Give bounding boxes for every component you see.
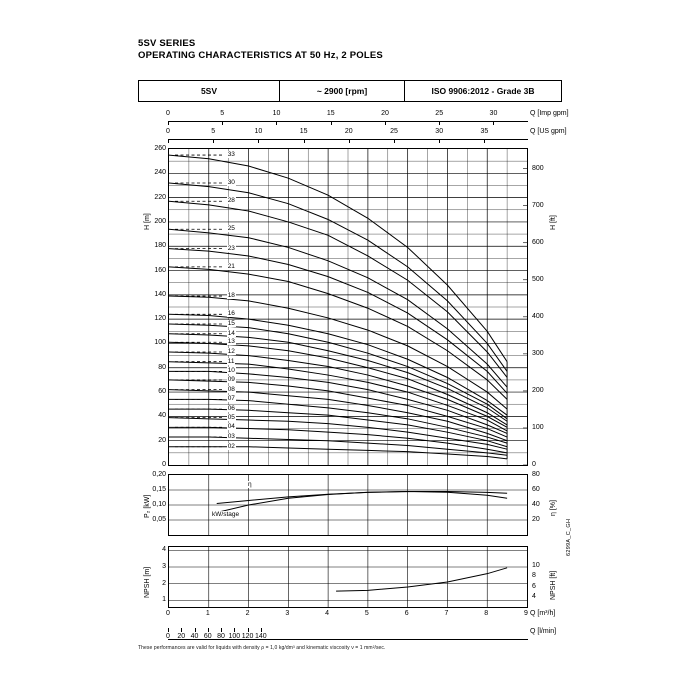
axis-tick-label: 180: [154, 242, 166, 250]
axis-tick: [208, 628, 209, 632]
curve-label: 16: [227, 310, 235, 318]
curve-label: 06: [227, 405, 235, 413]
axis-npsh-m-label: NPSH [m]: [144, 566, 151, 598]
header-speed: ~ 2900 [rpm]: [280, 81, 405, 101]
axis-tick: [258, 139, 259, 143]
axis-tick-label: 15: [299, 128, 308, 135]
axis-npsh-ft-label: NPSH [ft]: [550, 570, 557, 600]
axis-tick-label: 0,20: [152, 471, 166, 478]
curve-label: 33: [227, 151, 235, 159]
title-line-1: 5SV SERIES: [138, 38, 196, 49]
axis-tick-label: 200: [532, 386, 544, 394]
axis-tick-label: 20: [177, 633, 186, 640]
axis-tick-label: 800: [532, 164, 544, 172]
axis-tick-label: 4: [162, 546, 166, 554]
curve-label: 18: [227, 292, 235, 300]
axis-tick-label: 0,15: [152, 486, 166, 493]
axis-tick-label: 5: [364, 610, 369, 617]
axis-tick: [222, 121, 223, 125]
axis-tick: [331, 121, 332, 125]
axis-tick: [213, 139, 214, 143]
axis-tick-label: 140: [154, 290, 166, 298]
axis-tick: [181, 628, 182, 632]
axis-tick-label: 200: [154, 217, 166, 225]
axis-tick-label: 140: [254, 633, 267, 640]
axis-tick-label: 60: [158, 388, 166, 396]
axis-tick-label: 60: [203, 633, 212, 640]
npsh-plot: [162, 546, 540, 608]
curve-label: 10: [227, 367, 235, 375]
curve-label: 15: [227, 320, 235, 327]
axis-tick-label: 8: [532, 572, 536, 580]
axis-tick: [493, 121, 494, 125]
axis-tick: [221, 628, 222, 632]
axis-tick-label: 0,10: [152, 501, 166, 508]
axis-top-imp-gpm: [168, 110, 528, 126]
curve-label: 03: [227, 433, 235, 441]
axis-top-us-label: Q [US gpm]: [530, 128, 567, 135]
header-standard: ISO 9906:2012 - Grade 3B: [431, 86, 535, 96]
axis-tick-label: 20: [532, 516, 540, 523]
axis-head-ft-label: H [ft]: [550, 215, 557, 230]
axis-tick-label: 100: [228, 633, 241, 640]
axis-tick-label: 30: [489, 110, 498, 117]
header-bar: [138, 80, 562, 102]
axis-tick-label: 40: [532, 501, 540, 508]
axis-tick: [439, 139, 440, 143]
axis-tick-label: 8: [484, 610, 489, 617]
axis-tick-label: 0: [166, 633, 170, 640]
axis-tick-label: 80: [158, 363, 166, 371]
axis-tick-label: 10: [254, 128, 263, 135]
axis-tick: [234, 628, 235, 632]
axis-tick-label: 20: [344, 128, 353, 135]
curve-label: 02: [227, 442, 235, 450]
axis-tick-label: 35: [480, 128, 489, 135]
axis-tick-label: 10: [272, 110, 281, 117]
axis-tick-label: 600: [532, 238, 544, 246]
head-flow-plot: [154, 145, 544, 468]
axis-tick-label: 260: [154, 145, 166, 152]
axis-tick-label: 300: [532, 349, 544, 357]
axis-bottom-lmin-label: Q [l/min]: [530, 628, 557, 635]
axis-tick-label: 1: [162, 596, 166, 604]
axis-tick-label: 100: [532, 423, 544, 431]
axis-tick-label: 9: [524, 610, 528, 617]
document-code: 6299A_C_GH: [566, 518, 572, 556]
axis-tick: [304, 139, 305, 143]
curve-label: 23: [227, 244, 235, 252]
curve-label: 07: [227, 395, 235, 403]
axis-power-label: P₂ [kW]: [144, 494, 151, 518]
axis-tick-label: 80: [532, 471, 540, 478]
axis-tick: [276, 121, 277, 125]
power-efficiency-plot: [152, 471, 540, 536]
axis-tick-label: 100: [154, 339, 166, 347]
curve-label: 12: [227, 347, 235, 355]
axis-tick: [394, 139, 395, 143]
axis-tick-label: 40: [190, 633, 199, 640]
axis-tick-label: 7: [444, 610, 449, 617]
curve-label: 30: [227, 179, 235, 187]
axis-tick-label: 0: [166, 610, 170, 617]
axis-tick: [439, 121, 440, 125]
axis-tick-label: 2: [162, 579, 166, 587]
page-title: [138, 38, 383, 62]
axis-tick-label: 240: [154, 169, 166, 177]
axis-top-us-gpm: [168, 128, 528, 144]
axis-tick-label: 10: [532, 562, 540, 570]
axis-tick: [261, 628, 262, 632]
curve-label: 13: [227, 338, 235, 346]
header-model: 5SV: [139, 81, 280, 101]
axis-tick: [168, 628, 169, 632]
axis-tick-label: 20: [381, 110, 389, 117]
axis-tick: [248, 628, 249, 632]
axis-bottom-m3h-label: Q [m³/h]: [530, 610, 556, 617]
curve-label: 04: [227, 423, 235, 431]
axis-tick: [168, 121, 169, 125]
axis-tick-label: 6: [532, 582, 536, 590]
axis-tick-label: 4: [532, 592, 536, 600]
axis-tick-label: 60: [532, 486, 540, 493]
axis-tick-label: 700: [532, 201, 544, 209]
title-line-2: OPERATING CHARACTERISTICS AT 50 Hz, 2 POLES: [138, 50, 383, 61]
axis-head-m-label: H [m]: [144, 213, 151, 230]
axis-tick-label: 25: [435, 110, 444, 117]
axis-tick-label: 40: [158, 412, 166, 420]
axis-tick-label: 0: [166, 110, 170, 117]
axis-tick-label: 1: [205, 610, 210, 617]
axis-tick-label: 15: [326, 110, 335, 117]
axis-tick-label: 120: [241, 633, 254, 640]
axis-tick: [349, 139, 350, 143]
axis-tick: [484, 139, 485, 143]
axis-tick-label: 30: [435, 128, 444, 135]
axis-tick-label: 25: [390, 128, 398, 135]
axis-tick-label: 220: [154, 193, 166, 201]
axis-tick-label: 500: [532, 275, 544, 283]
axis-tick-label: 20: [158, 436, 166, 444]
axis-tick-label: 3: [285, 610, 290, 617]
efficiency-annotation: η: [248, 481, 252, 488]
axis-tick-label: 400: [532, 312, 544, 320]
axis-tick: [385, 121, 386, 125]
axis-tick-label: 120: [154, 315, 166, 323]
curve-label: 28: [227, 197, 235, 205]
axis-bottom-lmin: [168, 628, 528, 644]
axis-tick-label: 0: [166, 128, 170, 135]
curve-label: 05: [227, 413, 235, 421]
curve-label: 25: [227, 225, 235, 233]
axis-tick: [195, 628, 196, 632]
axis-tick-label: 5: [220, 110, 225, 117]
axis-tick-label: 0: [532, 461, 536, 468]
curve-label: 08: [227, 385, 235, 393]
curve-label: 11: [227, 357, 235, 365]
axis-tick-label: 0: [162, 461, 166, 468]
curve-label: 21: [227, 262, 235, 270]
curve-label: 14: [227, 329, 235, 337]
axis-tick-label: 3: [162, 563, 166, 570]
footer-note: These performances are valid for liquids with density ρ = 1,0 kg/dm³ and kinematic viscosity ν = 1 mm²/sec.: [138, 645, 386, 651]
axis-top-imp-label: Q [Imp gpm]: [530, 110, 569, 117]
power-annotation: kW/stage: [212, 511, 240, 518]
axis-tick-label: 5: [211, 128, 216, 135]
axis-tick-label: 80: [217, 633, 225, 640]
axis-tick-label: 2: [245, 610, 250, 617]
axis-tick-label: 0,05: [152, 516, 166, 523]
axis-tick-label: 6: [404, 610, 409, 617]
axis-tick-label: 4: [325, 610, 330, 617]
axis-tick: [168, 139, 169, 143]
axis-tick-label: 160: [154, 266, 166, 274]
curve-label: 09: [227, 375, 235, 383]
axis-bottom-m3h: [168, 608, 528, 624]
axis-efficiency-label: η [%]: [550, 500, 557, 516]
